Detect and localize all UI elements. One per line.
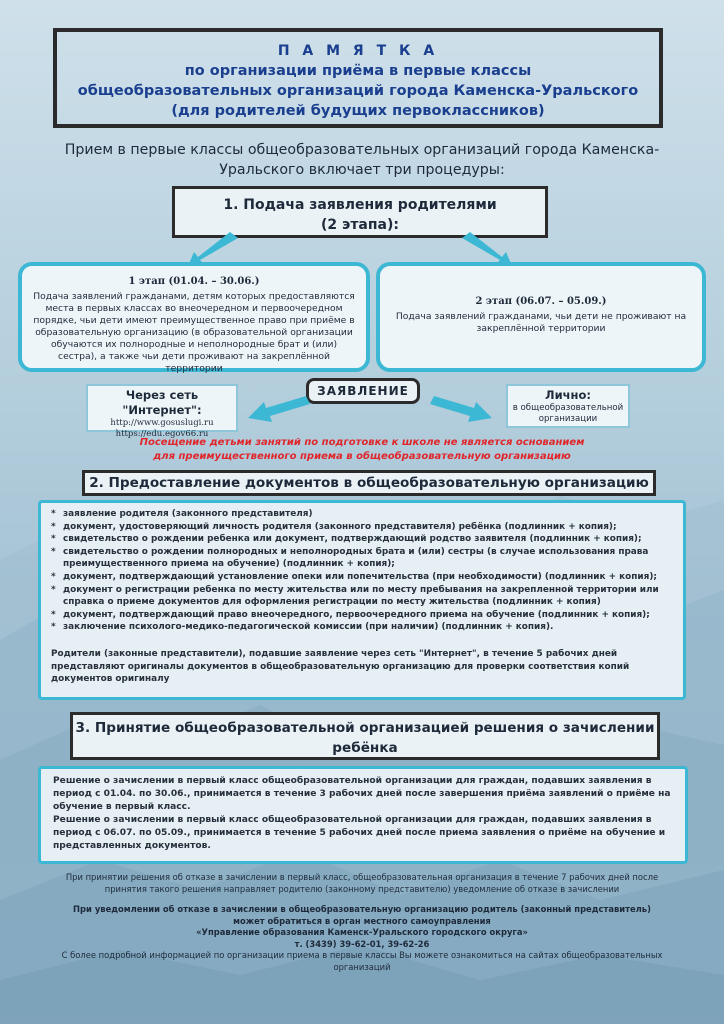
internet-box xyxy=(86,384,238,439)
list-item: * документ, подтверждающий установление опеки или попечительства (при необходимости) (подлинник + копия); xyxy=(51,571,675,584)
documents-box xyxy=(38,500,686,700)
section2-heading: 2. Предоставление документов в общеобразовательную организацию xyxy=(82,470,656,496)
arrow-down-left-icon xyxy=(248,396,310,422)
decision-para2: Решение о зачислении в первый класс общеобразовательной организации для граждан, подавших заявления в период с 06.07. по 05.09., принимается в течение 5 рабочих дней после приема заявления о приёме на обучение и представленных документов. xyxy=(53,815,666,851)
intro-text: Прием в первые классы общеобразовательных организаций города Каменска-Уральского включает три процедуры: xyxy=(64,142,660,178)
documents-note: Родители (законные представители), подавшие заявление через сеть "Интернет", в течение 5 рабочих дней представляют оригиналы документов в общеобразовательную организацию для проверки соответствия копий документов оригиналу xyxy=(51,648,630,685)
arrow-down-right-icon xyxy=(430,396,492,422)
arrow-right-icon xyxy=(462,232,512,266)
title-line4: (для родителей будущих первоклассников) xyxy=(171,103,545,119)
list-item: * документ, удостоверяющий личность родителя (законного представителя) ребёнка (подлинник + копия); xyxy=(51,521,675,534)
application-arrows xyxy=(240,392,510,426)
warning-line1: Посещение детьми занятий по подготовке к школе не является основанием xyxy=(139,437,585,448)
stage2-title: 2 этап (06.07. – 05.09.) xyxy=(475,296,607,307)
stage1-text: Подача заявлений гражданами, детям которых предоставляются места в первых классах во внеочередном и первоочередном порядке, чьи дети имеют преимущественное право при приёме в образовательную организацию (в образовательной организации обучаются их полнородные и неполнородные брат и (или) сестра), а также чьи дети проживают на закреплённой территории xyxy=(33,291,355,374)
footer-phone: т. (3439) 39-62-01, 39-62-26 xyxy=(294,938,430,949)
list-item: * документ о регистрации ребенка по месту жительства или по месту пребывания на закрепленной территории или справка о приеме документов для оформления регистрации по месту жительства (подлинник + копия) xyxy=(51,584,675,609)
stage1-title: 1 этап (01.04. – 30.06.) xyxy=(128,276,260,287)
documents-list xyxy=(51,508,675,634)
section1-subheading: (2 этапа): xyxy=(321,217,399,233)
list-item: * свидетельство о рождении полнородных и неполнородных брата и (или) сестры (в случае использования права преимущественного приема на обучение) (подлинник + копия); xyxy=(51,546,675,571)
stage2-box xyxy=(376,262,706,372)
decision-box xyxy=(38,766,688,864)
arrow-left-icon xyxy=(188,232,238,266)
application-label: ЗАЯВЛЕНИЕ xyxy=(306,378,420,404)
inperson-box xyxy=(506,384,630,428)
section3-heading: 3. Принятие общеобразовательной организацией решения о зачислении ребёнка xyxy=(70,712,660,760)
footer-more: С более подробной информацией по организации приема в первые классы Вы можете ознакомиться на сайтах общеобразовательных организаций xyxy=(61,950,663,972)
footer-refusal: При принятии решения об отказе в зачислении в первый класс, общеобразовательная организация в течение 7 рабочих дней после принятия такого решения направляет родителю (законному представителю) уведомление об отказе в зачислении xyxy=(65,872,659,894)
inperson-text: в общеобразовательной организации xyxy=(512,403,624,424)
title-box xyxy=(53,28,663,128)
list-item: * документ, подтверждающий право внеочередного, первоочередного приема на обучение (подлинник + копия); xyxy=(51,609,675,622)
title-line3: общеобразовательных организаций города Каменска-Уральского xyxy=(77,83,639,99)
internet-title: Через сеть "Интернет": xyxy=(122,388,202,417)
internet-url1[interactable]: http://www.gosuslugi.ru xyxy=(110,418,214,428)
warning-text xyxy=(40,436,684,464)
inperson-title: Лично: xyxy=(545,388,591,402)
section1-heading: 1. Подача заявления родителями xyxy=(223,197,497,213)
list-item: * заявление родителя (законного представителя) xyxy=(51,508,675,521)
warning-line2: для преимущественного приема в общеобразовательную организацию xyxy=(153,451,571,462)
title-line1: П А М Я Т К А xyxy=(277,43,439,59)
stage1-box xyxy=(18,262,370,372)
decision-para1: Решение о зачислении в первый класс общеобразовательной организации для граждан, подавших заявления в период с 01.04. по 30.06., принимается в течение 3 рабочих дней после завершения приёма заявлений о приёме на обучение в первый класс. xyxy=(53,776,671,812)
footer xyxy=(60,872,664,973)
title-line2: по организации приёма в первые классы xyxy=(184,63,532,79)
list-item: * свидетельство о рождении ребенка или документ, подтверждающий родство заявителя (подлинник + копия); xyxy=(51,533,675,546)
stage2-text: Подача заявлений гражданами, чьи дети не проживают на закреплённой территории xyxy=(395,311,687,334)
list-item: * заключение психолого-медико-педагогической комиссии (при наличии) (подлинник + копия). xyxy=(51,621,675,634)
internet-url2[interactable]: https://edu.egov66.ru xyxy=(115,429,209,439)
footer-appeal: При уведомлении об отказе в зачислении в общеобразовательную организацию родитель (законный представитель) может обратиться в орган местного самоуправления xyxy=(73,904,651,926)
footer-org: «Управление образования Каменск-Уральского городского округа» xyxy=(196,927,528,937)
